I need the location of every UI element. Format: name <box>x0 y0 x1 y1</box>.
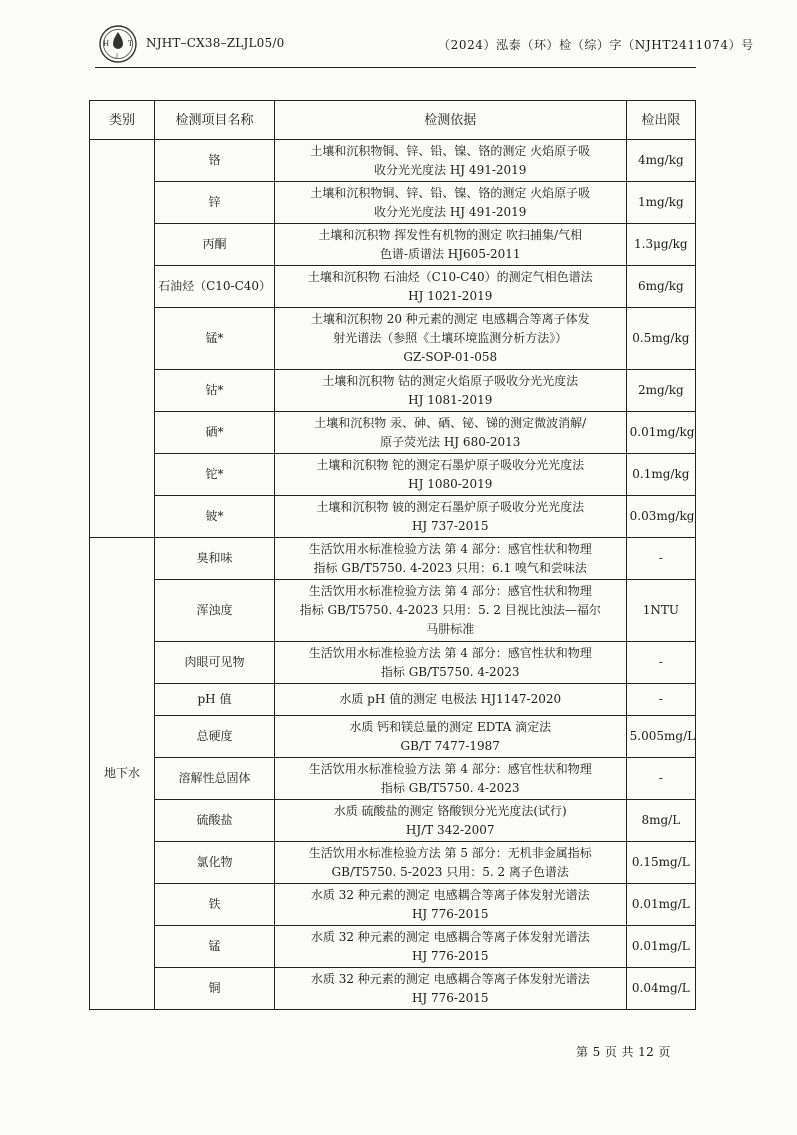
table-row <box>90 266 696 308</box>
basis-line: 水质 硫酸盐的测定 铬酸钡分光光度法(试行) <box>333 803 567 818</box>
basis-line: 水质 pH 值的测定 电极法 HJ1147-2020 <box>339 692 562 706</box>
basis-line: HJ 1080-2019 <box>408 476 493 491</box>
basis-line: 收分光光度法 HJ 491-2019 <box>374 204 527 219</box>
basis-line: 生活饮用水标准检验方法 第 4 部分：感官性状和物理 <box>308 541 592 556</box>
basis-line: HJ 737-2015 <box>411 518 489 533</box>
detection-method-table <box>89 100 696 1010</box>
basis-cell <box>274 968 626 1010</box>
basis-line: HJ/T 342-2007 <box>405 822 495 837</box>
table-header-row <box>90 101 696 140</box>
limit-cell: 0.5mg/kg <box>626 308 695 370</box>
basis-line: HJ 1021-2019 <box>408 288 493 303</box>
basis-line: 指标 GB/T5750. 4-2023 <box>380 664 520 679</box>
column-header-item: 检测项目名称 <box>155 101 275 140</box>
limit-cell: 0.01mg/L <box>626 926 695 968</box>
limit-cell: 4mg/kg <box>626 140 695 182</box>
limit-cell: 0.01mg/kg <box>626 412 695 454</box>
table-row <box>90 842 696 884</box>
item-name-cell: 总硬度 <box>155 716 275 758</box>
category-cell: 地下水 <box>90 538 155 1010</box>
limit-cell: 0.03mg/kg <box>626 496 695 538</box>
basis-line: GZ-SOP-01-058 <box>403 350 498 364</box>
basis-line: 土壤和沉积物铜、锌、铅、镍、铬的测定 火焰原子吸 <box>310 185 591 200</box>
table-row <box>90 182 696 224</box>
basis-line: 土壤和沉积物 钴的测定火焰原子吸收分光光度法 <box>322 373 579 388</box>
basis-cell <box>274 308 626 370</box>
item-name-cell: 丙酮 <box>155 224 275 266</box>
column-header-basis: 检测依据 <box>274 101 626 140</box>
basis-cell <box>274 580 626 642</box>
table-row <box>90 370 696 412</box>
basis-line: 收分光光度法 HJ 491-2019 <box>374 162 527 177</box>
basis-line: 生活饮用水标准检验方法 第 4 部分：感官性状和物理 <box>308 761 592 776</box>
item-name-cell: 氯化物 <box>155 842 275 884</box>
basis-line: 射光谱法（参照《土壤环境监测分析方法》） <box>333 331 568 345</box>
basis-line: 马肼标准 <box>426 622 475 636</box>
basis-cell <box>274 758 626 800</box>
table-row <box>90 642 696 684</box>
limit-cell: 1mg/kg <box>626 182 695 224</box>
table-row <box>90 926 696 968</box>
table-row <box>90 968 696 1010</box>
basis-cell <box>274 140 626 182</box>
basis-line: GB/T5750. 5-2023 只用：5. 2 离子色谱法 <box>331 864 569 879</box>
basis-line: 水质 32 种元素的测定 电感耦合等离子体发射光谱法 <box>310 887 590 902</box>
basis-line: 土壤和沉积物 挥发性有机物的测定 吹扫捕集/气相 <box>318 227 583 242</box>
item-name-cell: 硒* <box>155 412 275 454</box>
basis-cell <box>274 926 626 968</box>
table-row <box>90 884 696 926</box>
header-rule <box>95 67 696 68</box>
basis-line: 生活饮用水标准检验方法 第 4 部分：感官性状和物理 <box>308 645 592 660</box>
table-row <box>90 758 696 800</box>
table-row <box>90 684 696 716</box>
table-row <box>90 716 696 758</box>
basis-cell <box>274 224 626 266</box>
item-name-cell: 锌 <box>155 182 275 224</box>
basis-line: 指标 GB/T5750. 4-2023 <box>380 780 520 795</box>
basis-line: 生活饮用水标准检验方法 第 4 部分：感官性状和物理 <box>308 584 592 598</box>
limit-cell: 0.15mg/L <box>626 842 695 884</box>
table-row <box>90 800 696 842</box>
basis-cell <box>274 684 626 716</box>
basis-line: 指标 GB/T5750. 4-2023 只用：5. 2 目视比浊法—福尔 <box>299 603 601 617</box>
table-body <box>90 140 696 1010</box>
company-logo <box>95 24 141 64</box>
basis-cell <box>274 842 626 884</box>
item-name-cell: 铜 <box>155 968 275 1010</box>
basis-line: 水质 钙和镁总量的测定 EDTA 滴定法 <box>349 719 552 734</box>
basis-cell <box>274 800 626 842</box>
report-number: （2024）泓泰（环）检（综）字（NJHT2411074）号 <box>438 38 754 52</box>
basis-line: 指标 GB/T5750. 4-2023 只用：6.1 嗅气和尝味法 <box>313 560 587 575</box>
table-row <box>90 308 696 370</box>
basis-line: HJ 776-2015 <box>411 990 489 1005</box>
item-name-cell: 硫酸盐 <box>155 800 275 842</box>
limit-cell: 0.1mg/kg <box>626 454 695 496</box>
column-header-limit: 检出限 <box>626 101 695 140</box>
svg-text:J: J <box>116 53 119 59</box>
basis-line: 水质 32 种元素的测定 电感耦合等离子体发射光谱法 <box>310 971 590 986</box>
item-name-cell: 石油烃（C10-C40） <box>155 266 275 308</box>
item-name-cell: 钴* <box>155 370 275 412</box>
table-row <box>90 538 696 580</box>
basis-cell <box>274 642 626 684</box>
item-name-cell: 臭和味 <box>155 538 275 580</box>
item-name-cell: 铊* <box>155 454 275 496</box>
basis-cell <box>274 412 626 454</box>
item-name-cell: 铁 <box>155 884 275 926</box>
category-cell <box>90 140 155 538</box>
basis-cell <box>274 182 626 224</box>
limit-cell: 1NTU <box>626 580 695 642</box>
basis-line: GB/T 7477-1987 <box>400 738 500 753</box>
limit-cell: 0.04mg/L <box>626 968 695 1010</box>
item-name-cell: 锰* <box>155 308 275 370</box>
basis-line: 色谱-质谱法 HJ605-2011 <box>379 246 521 261</box>
svg-text:T: T <box>128 40 133 48</box>
basis-line: 土壤和沉积物 20 种元素的测定 电感耦合等离子体发 <box>310 312 590 326</box>
basis-cell <box>274 538 626 580</box>
limit-cell: - <box>626 642 695 684</box>
table-row <box>90 580 696 642</box>
item-name-cell: 浑浊度 <box>155 580 275 642</box>
item-name-cell: 锰 <box>155 926 275 968</box>
table-row <box>90 224 696 266</box>
limit-cell: - <box>626 538 695 580</box>
document-code: NJHT–CX38–ZLJL05/0 <box>146 36 285 50</box>
basis-cell <box>274 370 626 412</box>
basis-line: HJ 776-2015 <box>411 906 489 921</box>
basis-line: 土壤和沉积物铜、锌、铅、镍、铬的测定 火焰原子吸 <box>310 143 591 158</box>
item-name-cell: 溶解性总固体 <box>155 758 275 800</box>
svg-text:H: H <box>103 40 110 48</box>
basis-cell <box>274 454 626 496</box>
limit-cell: 2mg/kg <box>626 370 695 412</box>
item-name-cell: 肉眼可见物 <box>155 642 275 684</box>
column-header-category: 类别 <box>90 101 155 140</box>
table-row <box>90 140 696 182</box>
basis-cell <box>274 496 626 538</box>
table-row <box>90 412 696 454</box>
limit-cell: 5.005mg/L <box>626 716 695 758</box>
page-number: 第 5 页 共 12 页 <box>576 1045 671 1059</box>
basis-cell <box>274 716 626 758</box>
item-name-cell: pH 值 <box>155 684 275 716</box>
basis-line: HJ 1081-2019 <box>408 392 493 407</box>
limit-cell: 1.3μg/kg <box>626 224 695 266</box>
basis-cell <box>274 266 626 308</box>
basis-line: 土壤和沉积物 铊的测定石墨炉原子吸收分光光度法 <box>316 457 585 472</box>
table-row <box>90 454 696 496</box>
basis-cell <box>274 884 626 926</box>
basis-line: 土壤和沉积物 石油烃（C10-C40）的测定气相色谱法 <box>307 269 593 284</box>
item-name-cell: 铬 <box>155 140 275 182</box>
item-name-cell: 铍* <box>155 496 275 538</box>
limit-cell: 8mg/L <box>626 800 695 842</box>
basis-line: HJ 776-2015 <box>411 948 489 963</box>
limit-cell: - <box>626 684 695 716</box>
basis-line: 水质 32 种元素的测定 电感耦合等离子体发射光谱法 <box>310 929 590 944</box>
table-row <box>90 496 696 538</box>
basis-line: 生活饮用水标准检验方法 第 5 部分：无机非金属指标 <box>308 845 592 860</box>
basis-line: 土壤和沉积物 汞、砷、硒、铋、锑的测定微波消解/ <box>314 415 587 430</box>
limit-cell: - <box>626 758 695 800</box>
limit-cell: 0.01mg/L <box>626 884 695 926</box>
basis-line: 原子荧光法 HJ 680-2013 <box>380 434 521 449</box>
basis-line: 土壤和沉积物 铍的测定石墨炉原子吸收分光光度法 <box>316 499 585 514</box>
limit-cell: 6mg/kg <box>626 266 695 308</box>
